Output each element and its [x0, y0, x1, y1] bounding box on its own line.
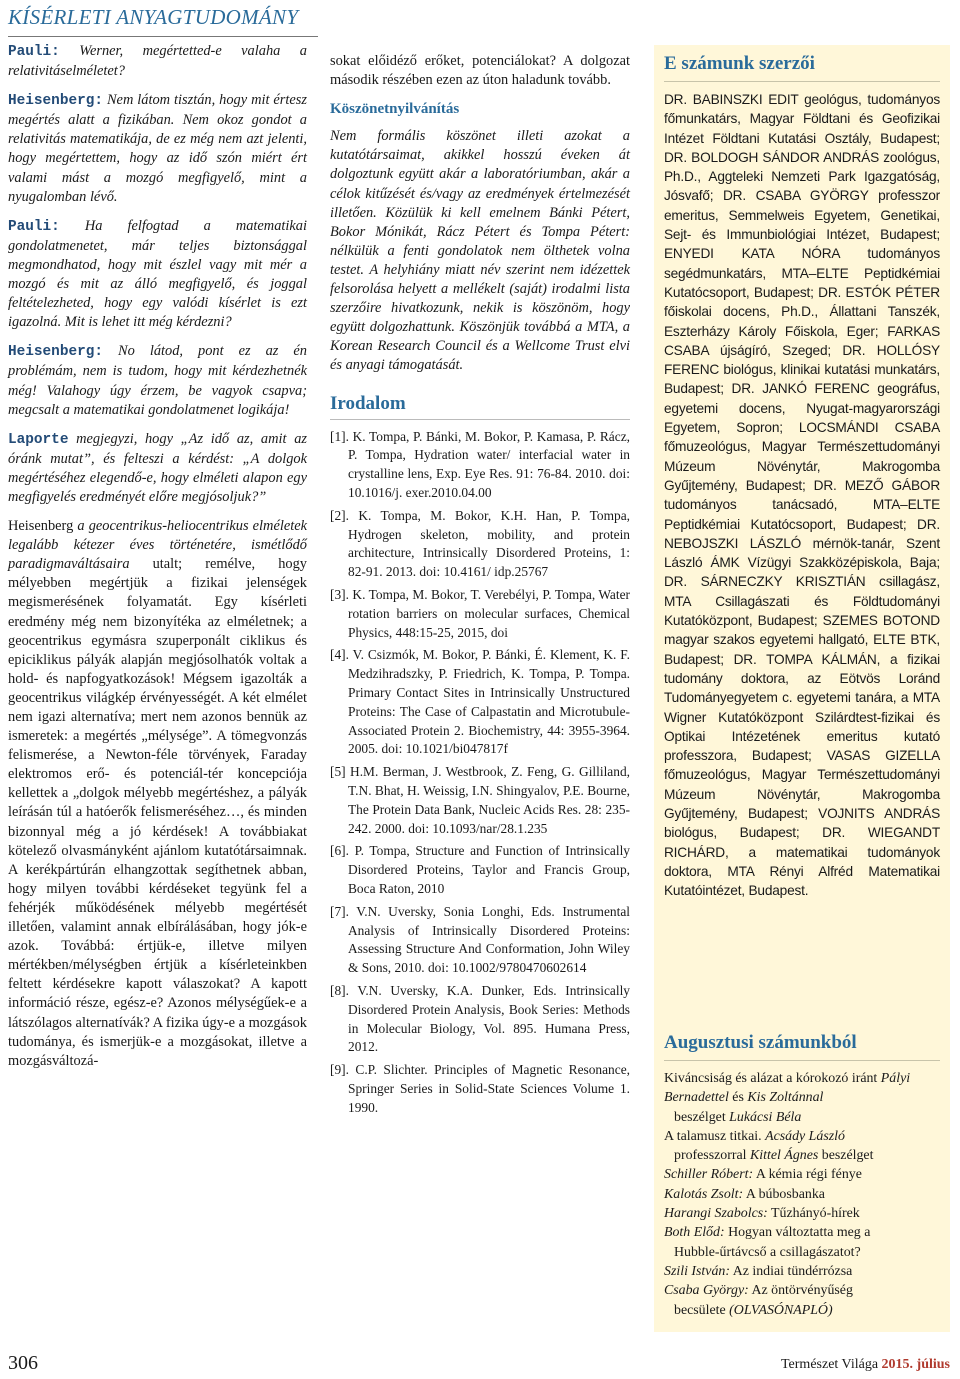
- reference-item: [5] H.M. Berman, J. Westbrook, Z. Feng, G. Gilliland, T.N. Bhat, H. Weissig, I.N. Shingyalov, P.E. Bourne, The Protein Data Bank, Nucleic Acids Res. 28: 235-242. 2000. doi: 10.1093/nar/28.1.235: [330, 764, 630, 836]
- dialogue-paragraph: [8, 342, 307, 419]
- contents-text: (OLVASÓNAPLÓ): [729, 1302, 833, 1318]
- reference-item: [6]. P. Tompa, Structure and Function of Intrinsically Disordered Proteins, Taylor and Francis Group, Boca Raton, 2010: [330, 843, 630, 896]
- reference-item: [3]. K. Tompa, M. Bokor, T. Verebélyi, P. Tompa, Water rotation barriers on molecular surfaces, Chemical Physics, 448:15-25, 2015, doi: [330, 586, 630, 640]
- body-text: utalt; remélve, hogy mélyebben megértjük a fizikai jelenségek megismerésének folyamatát. Egy kísérleti eredmény még nem bizonyítéka az elméletnek; a geocentrikus egymásra szuperponált ciklikus és epiciklikus pályák alapján megjósolhatók voltak a hold- és napfogyatkozások! Mégsem igazolták a geocentrikus világkép érvényességét. A két elmélet nem igazi alternatíva; mert nem azonos bennük az ismeretek: a megértés „mélysége”. A tömegvonzás felismerése, a Newton-féle törvények, Faraday elektromos erő- és potenciál-tér koncepciója kellettek a „dolgok mélyebb megértéshez, a pályák leírásán túl a hatóerők felismeréséhez…, és minden bizonnyal még a jó kérdések! A továbbiakat kötelező olvasmányként ajánlom kutatótársaimnak. A kerékpártúrán elhangzottak segíthetnek abban, hogy milyen további kérdéseket tegyünk fel a fehérjék működésének mélyebb megértését illetően, valamint annak elbírálásában, hogy jók-e azok. Továbbá: értjük-e, illetve milyen mértékben/mélységben értjük a kísérleteinkben feltett kérdésekre kapott válaszokat? A kapott információ része, egész-e? Azonos mélységűek-e a látszólagos alternatívák? A fizika úgy-e a mozgások tudománya, és ismerjük-e a mozgásokat, illetve a mozgásváltozá-: [8, 556, 307, 1069]
- dialogue-text: Ha felfogtad a matematikai gondolatmenetet, már teljes biztonsággal megmondhatod, hogy mit észlel vagy mit mér a mozgó és mit az álló megfigyelő, és joggal feltételezheted, hogy egy valódi kísérlet is ezt igazolná. Mit is lehet itt még kérdezni?: [8, 217, 307, 331]
- contents-text: A talamusz titkai.: [664, 1128, 762, 1144]
- speaker-name: Pauli:: [8, 218, 60, 235]
- contents-person: Acsády László: [765, 1128, 845, 1144]
- dialogue-paragraph: [8, 42, 307, 81]
- contents-person: Kittel Ágnes: [750, 1148, 819, 1164]
- footer-issue: [781, 1357, 950, 1373]
- contents-item: [664, 1281, 940, 1320]
- contents-text: és: [732, 1090, 744, 1106]
- contents-item: [664, 1185, 940, 1204]
- contents-item: [664, 1127, 940, 1166]
- main-column-right: [330, 52, 630, 1121]
- contents-person: Csaba György:: [664, 1283, 749, 1299]
- contents-text: becsülete: [674, 1302, 726, 1318]
- speaker-name: Pauli:: [8, 44, 60, 60]
- dialogue-text: Nem látom tisztán, hogy mit értesz megértés alatt a fizikában. Nem okoz gondot a relativitás matematikája, de ez még nem azt jelenti, hogy megértettem, hogy az idő szón miért ért valami mást a mozgó megfigyelő, mint a nyugalomban lévő.: [8, 92, 307, 205]
- main-column-left: [8, 42, 307, 1081]
- reference-item: [7]. V.N. Uversky, Sonia Longhi, Eds. Instrumental Analysis of Intrinsically Disordered Proteins: Assessing Structure And Conformation, John Wiley & Sons, 2010. doi: 10.1002/9780470602614: [330, 903, 630, 976]
- reference-item: [2]. K. Tompa, M. Bokor, K.H. Han, P. Tompa, Hydrogen skeleton, mobility, and protein architecture, Intrinsically Disordered Proteins, 1: 82-91. 2013. doi: 10.4161/ idp.25767: [330, 507, 630, 580]
- contents-text: A kémia régi fénye: [755, 1167, 862, 1183]
- dialogue-paragraph: [8, 217, 307, 333]
- speaker-name: Laporte: [8, 431, 69, 448]
- section-header: [8, 2, 318, 37]
- contents-text: A búbosbanka: [745, 1186, 825, 1202]
- page-number: 306: [8, 1352, 38, 1374]
- contents-text: professzorral: [674, 1148, 747, 1164]
- speaker-name: Heisenberg:: [8, 93, 103, 110]
- issue-date: 2015. július: [881, 1357, 950, 1372]
- body-paragraph: [8, 517, 307, 1071]
- reference-item: [8]. V.N. Uversky, K.A. Dunker, Eds. Intrinsically Disordered Protein Analysis, Book Series: Methods in Molecular Biology, Vol. 895. Humana Press, 2012.: [330, 982, 630, 1055]
- acknowledgement-heading: Köszönetnyilvánítás: [330, 101, 460, 118]
- reference-list: [330, 428, 630, 1118]
- dialogue-text: Werner, megértetted-e valaha a relativitáselméletet?: [8, 43, 307, 80]
- contents-text: beszélget: [821, 1148, 874, 1164]
- contents-person: Szili István:: [664, 1263, 730, 1279]
- person-name: Heisenberg: [8, 518, 74, 535]
- contents-item: [664, 1223, 940, 1262]
- contents-text: Kiváncsiság és alázat a kórokozó iránt: [664, 1071, 878, 1086]
- magazine-name: Természet Világa: [780, 1357, 879, 1372]
- contents-person: Kis Zoltánnal: [747, 1090, 824, 1106]
- august-box-title: Augusztusi számunkból: [664, 1032, 940, 1061]
- contents-item: [664, 1165, 940, 1184]
- contents-item: [664, 1204, 940, 1223]
- contents-person: Both Előd:: [664, 1225, 725, 1241]
- body-paragraph: sokat előidéző erőket, potenciálokat? A dolgozat második részében ezen az úton haladunk tovább.: [330, 53, 630, 89]
- contents-item: [664, 1069, 940, 1127]
- body-text-italic: a geocentrikus-heliocentrikus elméletek legalább kétezer éves történetére, ismétlődő paradigmaváltásaira: [8, 518, 307, 573]
- contents-item: [664, 1262, 940, 1281]
- contents-text: Hogyan változtatta meg a: [728, 1225, 871, 1241]
- contents-person: Lukácsi Béla: [729, 1109, 802, 1125]
- august-contents: [664, 1069, 940, 1320]
- contents-text: Hubble-űrtávcső a csillagászatot?: [674, 1244, 861, 1260]
- reference-item: [9]. C.P. Slichter. Principles of Magnetic Resonance, Springer Series in Solid-State Sciences Volume 1. 1990.: [330, 1062, 630, 1115]
- contents-person: Pályi Bernadettel: [664, 1071, 911, 1106]
- contents-text: beszélget: [674, 1109, 726, 1125]
- dialogue-text: No látod, pont ez az én problémám, nem is tudom, hogy mit kérdezhetnék még! Valahogy úgy érzem, be vagyok csapva; megcsalt a matematikai gondolatmenet logikája!: [8, 343, 307, 418]
- authors-box-title: E számunk szerzői: [664, 53, 940, 82]
- august-issue-box: [654, 1024, 950, 1332]
- contents-text: Az öntörvényűség: [751, 1283, 853, 1299]
- acknowledgement-text: Nem formális köszönet illeti azokat a kutatótársaimat, akikkel hosszú éveken át dolgoztunk együtt akár a laboratóriumban, akár a célok kitűzését és/vagy az eredmények értelmezését illetően. Közülük ki kell emelnem Bánki Pétert, Bokor Mónikát, Rácz Pétert és Tompa Pétert: nélkülük a fenti gondolatok nem ölthetek volna testet. A helyhiány miatt név szerint nem idézettek felsorolása helyett a mellékelt (saját) irodalmi lista szerzőire hivatkozunk, nekik is köszönöm, hogy együtt dolgozhattunk. Köszönjük továbbá a MTA, a Korean Research Council és a Wellcome Trust elvi és anyagi támogatását.: [330, 128, 630, 374]
- contents-text: Az indiai tündérrózsa: [732, 1263, 853, 1279]
- reference-item: [4]. V. Csizmók, M. Bokor, P. Bánki, É. Klement, K. F. Medzihradszky, P. Friedrich, K. Tompa, P. Tompa. Primary Contact Sites in Intrinsically Unstructured Proteins: The Case of Calpastatin and Microtubule-Associated Protein 2. Biochemistry, 44: 3955-3964. 2005. doi: 10.1021/bi047817f: [330, 647, 630, 757]
- authors-list: DR. BABINSZKI EDIT geológus, tudományos főmunkatárs, Magyar Földtani és Geofizikai Intézet Földtani Kutatási Osztály, Budapest; DR. BOLDOGH SÁNDOR ANDRÁS zoológus, Ph.D., Aggteleki Nemzeti Park Igazgatóság, Jósvafő; DR. CSABA GYÖRGY professzor emeritus, Semmelweis Egyetem, Genetikai, Sejt- és Immunbiológiai Intézet, Budapest; ENYEDI KATA NÓRA tudományos segédmunkatárs, MTA–ELTE Peptidkémiai Kutatócsoport, Budapest; DR. ESTÓK PÉTER főiskolai docens, Ph.D., Állattani Tanszék, Eszterházy Károly Főiskola, Eger; FARKAS CSABA újságíró, Szeged; DR. HOLLÓSY FERENC biológus, klinikai kutatási munkatárs, Budapest; DR. JANKÓ FERENC geográfus, egyetemi docens, Nyugat-magyarországi Egyetem, Sopron; LOCSMÁNDI CSABA főmuzeológus, Magyar Természettudományi Múzeum Növénytár, Makrogomba Gyűjtemény, Budapest; DR. MEZŐ GÁBOR tudományos tanácsadó, MTA–ELTE Peptidkémiai Kutatócsoport, Budapest; DR. NEBOJSZKI LÁSZLÓ mérnök-tanár, Szent László ÁMK Vízügyi Szakközépiskola, Baja; DR. SÁRNECZKY KRISZTIÁN csillagász, MTA Csillagászati és Földtudományi Kutatóközpont, Budapest; SZEMES BOTOND magyar szakos egyetemi hallgató, ELTE BTK, Budapest; DR. TOMPA KÁLMÁN, a fizikai tudomány doktora, az Eötvös Loránd Tudományegyetem c. egyetemi tanára, a MTA Wigner Kutatóközpont Szilárdtest-fizikai és Optikai Intézetének emeritus kutató professzora, Budapest; VASAS GIZELLA főmuzeológus, Magyar Természettudományi Múzeum Növénytár, Makrogomba Gyűjtemény, Budapest; VOJNITS ANDRÁS biológus, Budapest; DR. WIEGANDT RICHÁRD, a matematikai tudományok doktora, MTA Rényi Alfréd Matematikai Kutatóintézet, Budapest.: [664, 92, 940, 899]
- contents-text: Tűzhányó-hírek: [771, 1206, 860, 1222]
- speaker-name: Heisenberg:: [8, 344, 103, 361]
- dialogue-paragraph: [8, 430, 307, 507]
- dialogue-text: megjegyzi, hogy „Az idő az, amit az óránk mutat”, és felteszi a kérdést: „A dolgok megértéséhez elegendő-e, hogy elméleti alapon egy megfigyelés eredményét előre megjósoljuk?”: [8, 430, 307, 505]
- contents-person: Schiller Róbert:: [664, 1167, 754, 1183]
- contents-person: Kalotás Zsolt:: [664, 1186, 744, 1202]
- section-title: KÍSÉRLETI ANYAGTUDOMÁNY: [8, 5, 299, 29]
- contents-person: Harangi Szabolcs:: [664, 1206, 768, 1222]
- references-heading: Irodalom: [330, 394, 630, 420]
- reference-item: [1]. K. Tompa, P. Bánki, M. Bokor, P. Kamasa, P. Rácz, P. Tompa, Hydration water/ interfacial water in crystalline lens, Exp. Eye Res. 91: 76-84. 2010. doi: 10.1016/j. exer.2010.04.00: [330, 428, 630, 500]
- dialogue-paragraph: [8, 91, 307, 207]
